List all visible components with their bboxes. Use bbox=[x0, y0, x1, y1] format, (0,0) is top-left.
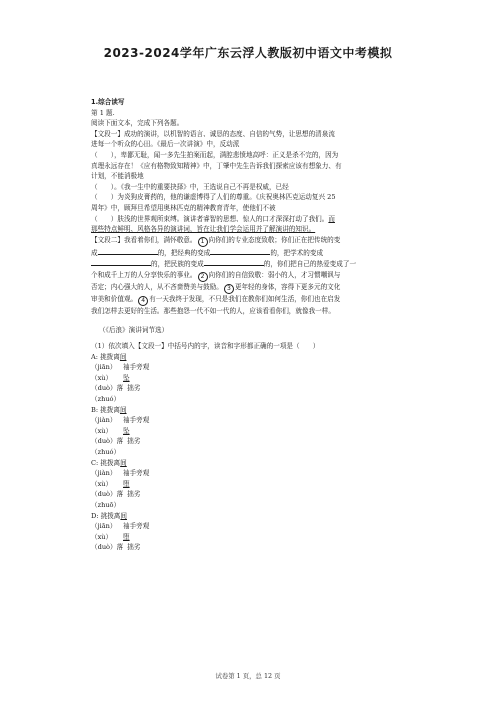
option-line bbox=[91, 383, 409, 394]
circled-number: 4 bbox=[138, 296, 148, 306]
passage-line bbox=[91, 258, 409, 270]
passage-text: 有一天我终于发现，不只是我们在教你们如何生活，你们也在启发 bbox=[149, 294, 341, 303]
option-line bbox=[91, 532, 409, 543]
option-line bbox=[91, 373, 409, 384]
option-label-underlined: 间 bbox=[119, 405, 127, 414]
option-word: 堕 bbox=[123, 532, 130, 541]
passage-line bbox=[91, 224, 409, 235]
option-line bbox=[91, 436, 409, 447]
question-stem: （1）依次填入【文段一】中括号内的字，读音和字形都正确的一项是（ ） bbox=[91, 342, 320, 351]
answer-option[interactable] bbox=[91, 352, 409, 405]
underlined-sentence: 旨在让我们学会运用并了解演讲的知识。 bbox=[196, 225, 316, 234]
circled-number: 3 bbox=[224, 284, 234, 294]
passage-line: 真理永远存在！《应有格物致知精神》中，丁肇中先生告诉我们探索应该有想象力、有 bbox=[91, 161, 342, 170]
pinyin-text: （xù） bbox=[91, 426, 113, 435]
pinyin-text: （duò）落 bbox=[91, 384, 124, 393]
option-word: 袖手旁观 bbox=[123, 469, 150, 478]
passage-line: 我们怎样去更好的生活。那些抱怨一代不如一代的人，应该看看你们，就像我一样。 bbox=[91, 306, 335, 315]
passage-text: 更年轻的身体，容得下更多元的文化 bbox=[234, 282, 341, 291]
option-line bbox=[91, 500, 409, 511]
option-line bbox=[91, 447, 409, 458]
circled-number: 2 bbox=[198, 272, 208, 282]
option-label-underlined: 间 bbox=[119, 352, 127, 361]
source-citation: （《后浪》演讲词节选） bbox=[99, 325, 169, 334]
option-word: 坠 bbox=[123, 426, 130, 435]
pinyin-text: （jiàn） bbox=[91, 469, 117, 478]
fill-blank[interactable] bbox=[91, 258, 151, 266]
fill-blank[interactable] bbox=[210, 247, 270, 255]
passage-one bbox=[91, 129, 409, 235]
option-line bbox=[91, 362, 409, 373]
passage-line: 【文段一】成功的演讲，以机智的语言、诚恳的态度、自信的气势，让思想的清泉流 bbox=[91, 129, 335, 138]
passage-two bbox=[91, 235, 409, 317]
option-line bbox=[91, 542, 409, 553]
option-line bbox=[91, 458, 409, 469]
option-line bbox=[91, 426, 409, 437]
option-label: A: 挑拨离 bbox=[91, 352, 120, 361]
option-word: 拙劣 bbox=[127, 384, 141, 393]
option-line bbox=[91, 479, 409, 490]
answer-option[interactable] bbox=[91, 511, 409, 553]
option-word: 袖手旁观 bbox=[123, 522, 150, 531]
passage-text: 否定；内心强大的人，从不吝啬赞美与鼓励。 bbox=[91, 282, 223, 291]
instruction-text: 阅读下面文本，完成下列各题。 bbox=[91, 119, 184, 128]
passage-line: （ ）为炎狗皮膏药的，他的谦虚博得了人们的尊重。《庆祝奥林匹克运动复兴 25 bbox=[91, 193, 336, 202]
underlined-sentence: 而 bbox=[328, 214, 335, 223]
option-word: 袖手旁观 bbox=[123, 363, 150, 372]
option-label-underlined: 间 bbox=[120, 458, 127, 467]
passage-line bbox=[91, 235, 409, 247]
passage-text: 的，把民族的变成 bbox=[151, 260, 204, 269]
pinyin-text: （jiàn） bbox=[91, 416, 117, 425]
passage-line bbox=[91, 282, 409, 294]
pinyin-text: （duò）落 bbox=[91, 490, 124, 499]
option-label-underlined: 间 bbox=[120, 511, 127, 520]
passage-text: 向你们的自信致敬：弱小的人，才习惯嘲讽与 bbox=[208, 270, 341, 279]
passage-text: 个和成千上万的人分享快乐的事业。 bbox=[91, 270, 197, 279]
option-word: 坠 bbox=[123, 373, 130, 382]
passage-text: 的，把学术的变成 bbox=[270, 248, 324, 257]
option-line bbox=[91, 352, 409, 363]
page-title: 2023-2024学年广东云浮人教版初中语文中考模拟 bbox=[103, 46, 393, 60]
pinyin-text: （jiān） bbox=[91, 363, 117, 372]
pinyin-text: （duò）落 bbox=[91, 437, 124, 446]
passage-line: （ ），卑鄙无耻，闻一多先生拍案而起，满腔悲愤地高呼：正义是杀不完的，因为 bbox=[91, 150, 339, 159]
passage-text: （ ）肤浅的世界观所束缚。演讲者睿智的思想、惊人的口才深深打动了我们。 bbox=[91, 214, 329, 223]
option-line bbox=[91, 521, 409, 532]
fill-blank[interactable] bbox=[204, 258, 264, 266]
option-line bbox=[91, 511, 409, 522]
question-number: 第 1 题. bbox=[91, 108, 115, 117]
passage-text: 审美和价值观。 bbox=[91, 294, 138, 303]
section-heading: 1.综合读写 bbox=[91, 98, 125, 106]
answer-option[interactable] bbox=[91, 405, 409, 458]
document-body bbox=[91, 97, 409, 553]
fill-blank[interactable] bbox=[98, 247, 158, 255]
answer-option[interactable] bbox=[91, 458, 409, 511]
option-line bbox=[91, 394, 409, 405]
option-word: 堕 bbox=[123, 479, 130, 488]
option-word: 拙劣 bbox=[127, 437, 141, 446]
option-word: 拙劣 bbox=[127, 543, 141, 552]
option-line bbox=[91, 468, 409, 479]
passage-line bbox=[91, 270, 409, 282]
answer-options bbox=[91, 352, 409, 553]
pinyin-text: （jiān） bbox=[91, 522, 117, 531]
passage-text: 【文段二】我看着你们，满怀敬意。 bbox=[91, 235, 197, 244]
passage-text: 成 bbox=[91, 248, 98, 257]
option-label: B: 挑拨离 bbox=[91, 405, 120, 414]
option-label: C: 挑拨离 bbox=[91, 458, 121, 467]
passage-text: 向你们的专业态度致敬；你们正在把传统的变 bbox=[208, 235, 341, 244]
option-line bbox=[91, 415, 409, 426]
pinyin-text: （xù） bbox=[91, 479, 113, 488]
passage-line bbox=[91, 294, 409, 306]
pinyin-text: （duò）落 bbox=[91, 543, 124, 552]
option-line bbox=[91, 489, 409, 500]
option-word: 袖手旁观 bbox=[123, 416, 150, 425]
pinyin-text: （zhuō） bbox=[91, 501, 121, 509]
pinyin-text: （xù） bbox=[91, 532, 113, 541]
passage-text: 的，你们把自己的热爱变成了一 bbox=[263, 260, 357, 269]
passage-line bbox=[91, 247, 409, 259]
page-footer: 试卷第 1 页，总 12 页 bbox=[215, 672, 281, 680]
pinyin-text: （xù） bbox=[91, 373, 113, 382]
option-line bbox=[91, 405, 409, 416]
passage-line: （ ）。《我一生中的重要抉择》中，王选说自己不再是权威，已经 bbox=[91, 182, 289, 191]
passage-line: 进每一个听众的心田。《最后一次讲演》中，反动派 bbox=[91, 140, 240, 149]
option-label: D: 挑拨离 bbox=[91, 511, 121, 520]
pinyin-text: （zhuó） bbox=[91, 395, 121, 404]
circled-number: 1 bbox=[198, 237, 208, 247]
passage-text: 的，把经典的变成 bbox=[157, 248, 211, 257]
passage-line: 周年》中，顾拜旦希望用奥林匹克的精神教育青年，使他们不被 bbox=[91, 203, 276, 212]
passage-line bbox=[91, 214, 409, 225]
underlined-sentence: 那些特点鲜明、风格各异的演讲词， bbox=[91, 225, 197, 234]
option-word: 拙劣 bbox=[127, 490, 141, 499]
passage-line: 计划，不能消极地 bbox=[91, 172, 144, 181]
pinyin-text: （zhuó） bbox=[91, 448, 121, 457]
